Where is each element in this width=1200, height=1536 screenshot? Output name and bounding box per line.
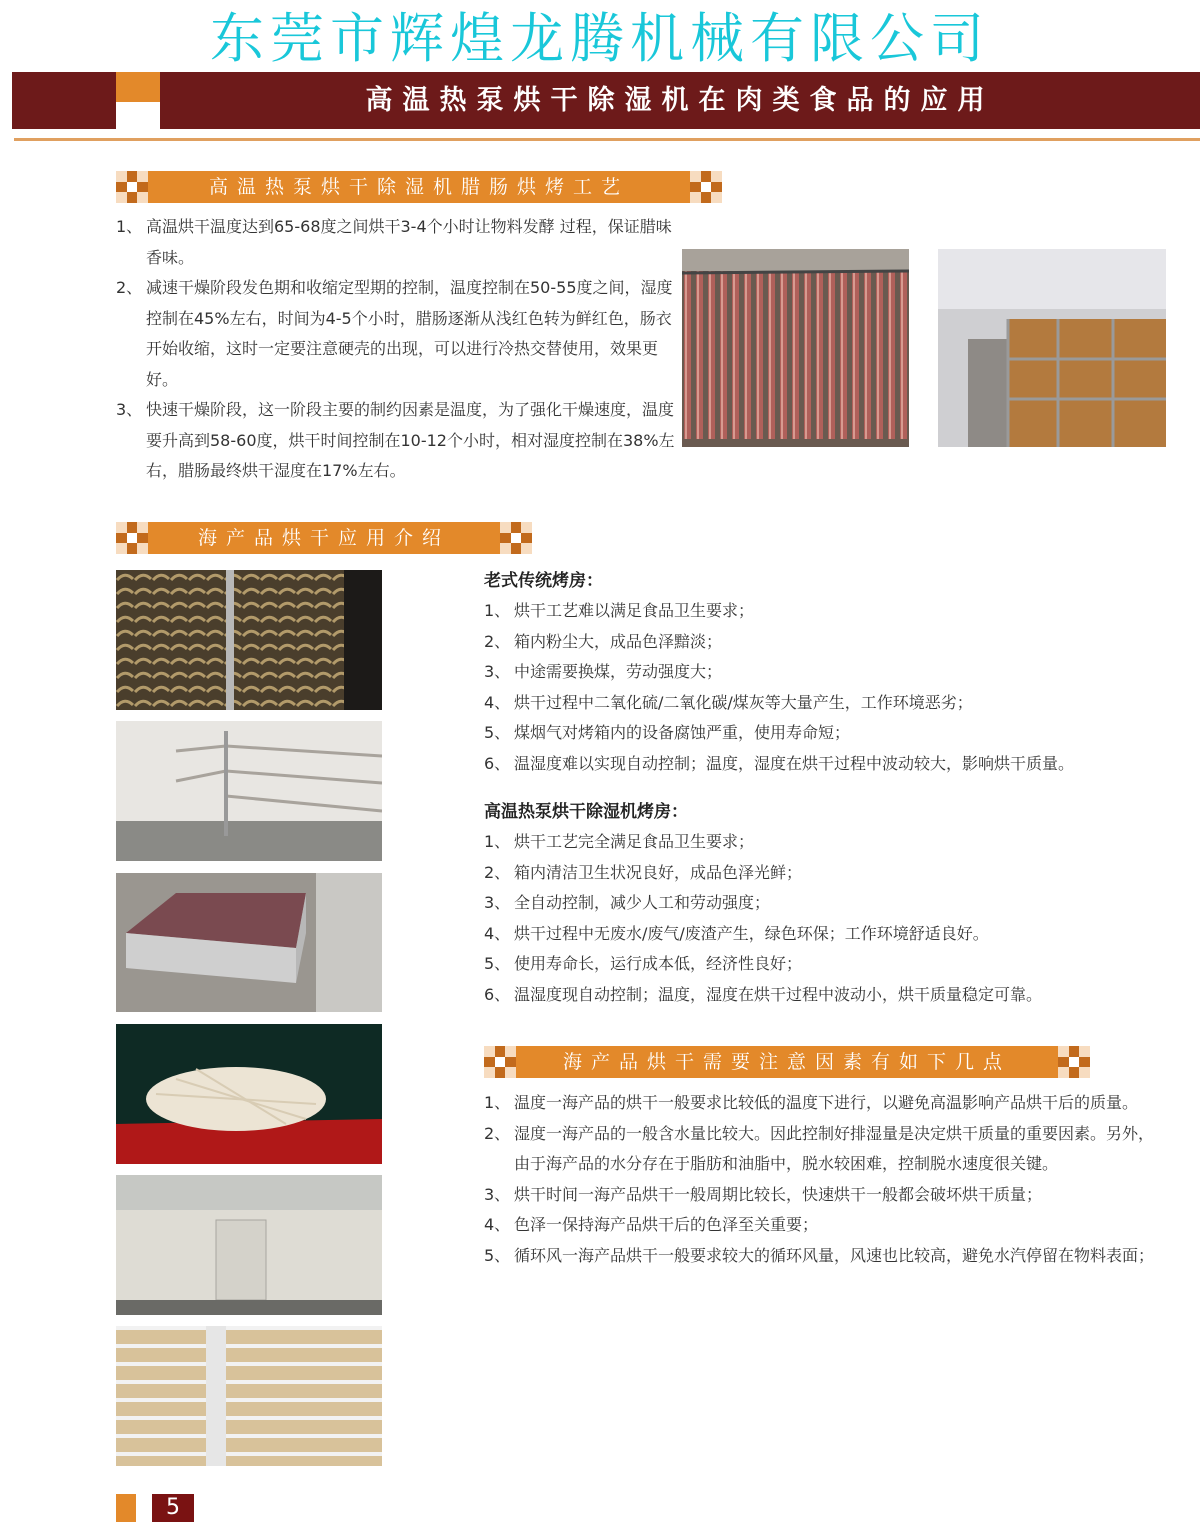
list-item: 5、 循环风一海产品烘干一般要求较大的循环风量，风速也比较高，避免水汽停留在物料表面； (484, 1245, 1155, 1265)
list-item: 2、 箱内粉尘大，成品色泽黯淡； (484, 631, 723, 651)
photo-seafood-tray-art (116, 873, 382, 1012)
list-item: 2、 箱内清洁卫生状况良好，成品色泽光鲜； (484, 862, 803, 882)
photo-seafood-tray (116, 873, 382, 1012)
photo-drying-room-racks-art (938, 249, 1166, 447)
photo-drying-room-exterior (116, 1175, 382, 1315)
header-divider (14, 138, 1200, 141)
list-item: 3、 中途需要换煤，劳动强度大； (484, 662, 723, 681)
photo-dried-white-seafood-art (116, 1024, 382, 1164)
company-name: 东莞市辉煌龙腾机械有限公司 (210, 7, 990, 70)
list-item: 1、 烘干工艺难以满足食品卫生要求； (484, 601, 755, 620)
list-item: 5、 煤烟气对烤箱内的设备腐蚀严重，使用寿命短； (484, 723, 851, 742)
subheading-heat-pump-room: 高温热泵烘干除湿机烤房： (484, 802, 688, 822)
page-number-accent (116, 1494, 136, 1522)
list-item: 4、 色泽一保持海产品烘干后的色泽至关重要； (484, 1215, 819, 1234)
photo-dried-fish-rack (116, 570, 382, 710)
list-item: 1、 烘干工艺完全满足食品卫生要求； (484, 832, 755, 851)
list-item: 4、 烘干过程中二氧化硫/二氧化碳/煤灰等大量产生，工作环境恶劣； (484, 692, 973, 712)
photo-empty-drying-room (116, 721, 382, 861)
photo-drying-room-exterior-art (116, 1175, 382, 1315)
photo-dried-fish-rack-art (116, 570, 382, 710)
list-item: 2、 减速干燥阶段发色期和收缩定型期的控制，温度控制在50-55度之间，湿度控制在45%左右，时间为4-5个小时，腊肠逐渐从浅红色转为鲜红色，肠衣开始收缩，这时一定要注意硬壳的出现，可以进行冷热交替使用，效果更好。 (116, 278, 673, 389)
page-title: 高温热泵烘干除湿机在肉类食品的应用 (365, 85, 995, 116)
list-item: 6、 温湿度现自动控制；温度，湿度在烘干过程中波动小，烘干质量稳定可靠。 (484, 984, 1043, 1004)
list-item: 3、 烘干时间一海产品烘干一般周期比较长，快速烘干一般都会破坏烘干质量； (484, 1184, 1043, 1204)
list-item: 3、 全自动控制，减少人工和劳动强度； (484, 893, 771, 912)
photo-sausages-hanging-art (682, 249, 909, 447)
photo-sausages-hanging (682, 249, 909, 447)
photo-empty-drying-room-art (116, 721, 382, 861)
checker-ornament-right (690, 171, 722, 203)
section-heading-sausage (116, 171, 722, 203)
heat-pump-room-list (484, 827, 1184, 1010)
checker-ornament-right (1058, 1046, 1090, 1078)
section-heading-seafood-factors (484, 1046, 1090, 1078)
page-number: 5 (152, 1494, 194, 1522)
section-heading-seafood (116, 522, 532, 554)
section-heading-label: 高温热泵烘干除湿机腊肠烘烤工艺 (208, 176, 629, 198)
checker-ornament-left (116, 522, 148, 554)
old-drying-room-list (484, 596, 1184, 779)
section-heading-label: 海产品烘干应用介绍 (197, 527, 450, 549)
list-item: 3、 快速干燥阶段，这一阶段主要的制约因素是温度，为了强化干燥速度，温度要升高到58-60度，烘干时间控制在10-12个小时，相对湿度控制在38%左右，腊肠最终烘干湿度在17%左右。 (116, 400, 675, 480)
photo-drying-trays-stack-art (116, 1326, 382, 1466)
checker-ornament-right (500, 522, 532, 554)
section-heading-label: 海产品烘干需要注意因素有如下几点 (562, 1051, 1011, 1073)
banner-accent-square (116, 72, 160, 102)
list-item: 2、 湿度一海产品的一般含水量比较大。因此控制好排湿量是决定烘干质量的重要因素。另外，由于海产品的水分存在于脂肪和油脂中，脱水较困难，控制脱水速度很关键。 (484, 1123, 1155, 1173)
sausage-process-list (116, 212, 676, 487)
list-item: 5、 使用寿命长，运行成本低，经济性良好； (484, 954, 803, 973)
photo-drying-room-racks (938, 249, 1166, 447)
list-item: 4、 烘干过程中无废水/废气/废渣产生，绿色环保；工作环境舒适良好。 (484, 923, 989, 943)
checker-ornament-left (116, 171, 148, 203)
list-item: 1、 高温烘干温度达到65-68度之间烘干3-4个小时让物料发酵 过程，保证腊味香味。 (116, 217, 672, 267)
list-item: 6、 温湿度难以实现自动控制；温度，湿度在烘干过程中波动较大，影响烘干质量。 (484, 753, 1075, 773)
photo-dried-white-seafood (116, 1024, 382, 1164)
subheading-old-drying-room: 老式传统烤房： (484, 571, 603, 591)
list-item: 1、 温度一海产品的烘干一般要求比较低的温度下进行，以避免高温影响产品烘干后的质量。 (484, 1093, 1139, 1112)
banner-accent-square-white (116, 102, 160, 129)
seafood-factors-list (484, 1088, 1160, 1271)
checker-ornament-left (484, 1046, 516, 1078)
photo-drying-trays-stack (116, 1326, 382, 1466)
